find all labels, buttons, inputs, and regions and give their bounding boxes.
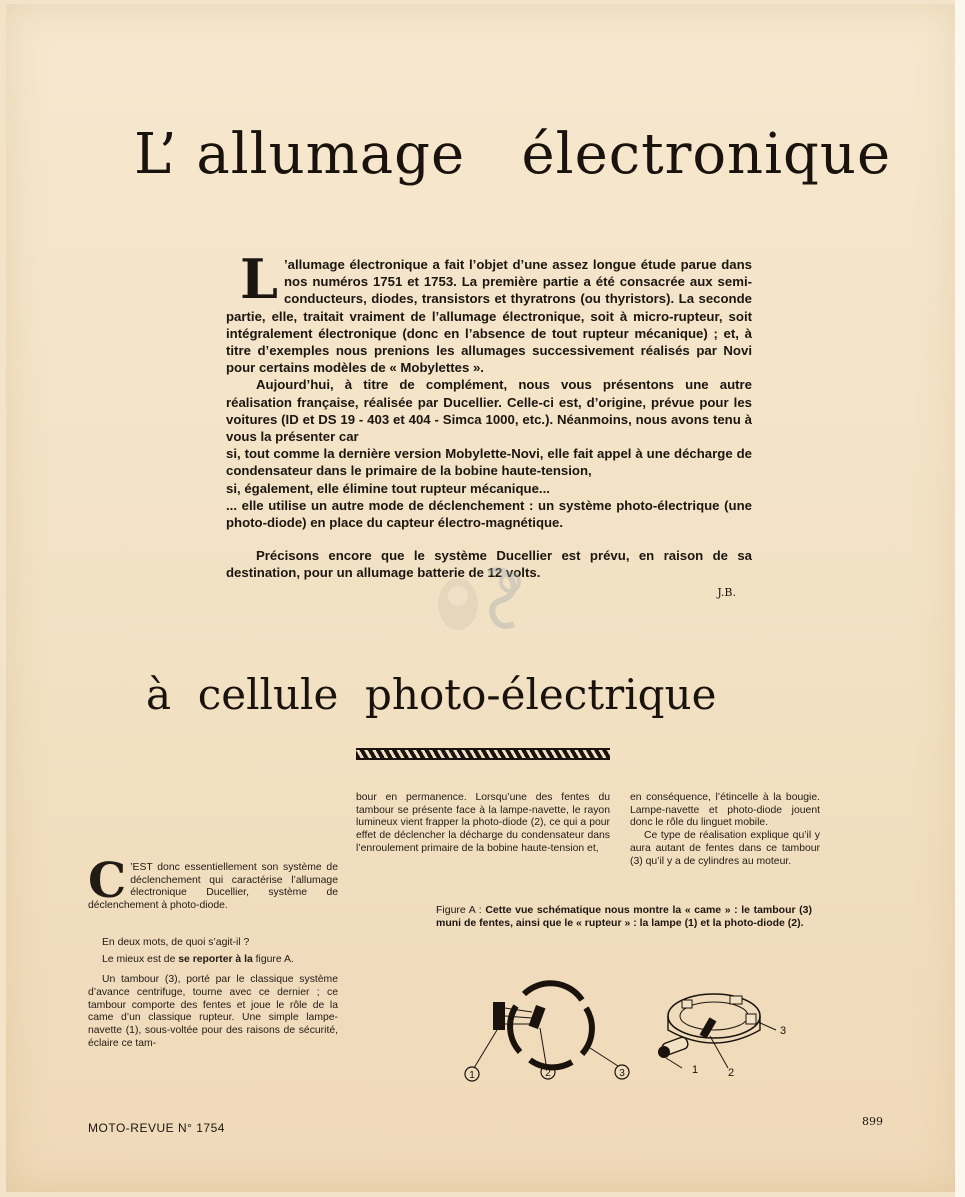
column-1-paragraph-3-end: figure A. (252, 953, 294, 965)
intro-paragraph-3: si, tout comme la dernière version Mobylette-Novi, elle fait appel à une décharge de condensateur dans le primaire de la bobine haute-tension, (226, 446, 752, 479)
article-title: L’ allumage électronique (134, 122, 892, 187)
column-3-paragraph-1: en conséquence, l’étincelle à la bougie. Lampe-navette et photo-diode jouent donc le rôle du linguet mobile. (630, 792, 820, 829)
column-1-question: En deux mots, de quoi s’agit-il ? (102, 936, 250, 948)
caption-body: Cette vue schématique nous montre la « came » : le tambour (3) muni de fentes, ainsi que le « rupteur » : la lampe (1) et la photo-diode (2). (436, 904, 813, 930)
text-column-3 (630, 792, 820, 868)
figure-a-label-3: 3 (619, 1068, 625, 1079)
figure-caption (436, 904, 812, 931)
column-1-paragraph-3-bold: se reporter à la (178, 953, 253, 965)
intro-paragraph-2: Aujourd’hui, à titre de complément, nous vous présentons une autre réalisation française, réalisée par Ducellier. Celle-ci est, d’origine, prévue pour les voitures (ID et DS 19 - 403 et 404 - Simca 1000, etc.). Néanmoins, nous avons tenu à vous la présenter car (226, 377, 752, 445)
decorative-rule (356, 748, 610, 760)
drum-segment-top (524, 983, 582, 1000)
magazine-issue: MOTO-REVUE N° 1754 (88, 1121, 225, 1135)
watermark-logo (428, 560, 538, 640)
column-3-paragraph-2: Ce type de réalisation explique qu’il y aura autant de fentes dans ce tambour (3) qu’il y a de cylindres au moteur. (630, 830, 820, 867)
drum-segment-right (582, 1008, 592, 1054)
figure-b-label-3: 3 (780, 1025, 787, 1037)
intro-paragraph-6: Précisons encore que le système Ducellier est prévu, en raison de sa destination, pour un allumage batterie de 12 volts. (226, 548, 752, 581)
perspective-diode (700, 1017, 717, 1038)
intro-block (226, 247, 752, 601)
intro-paragraph-1-text: ’allumage électronique a fait l’objet d’une assez longue étude parue dans nos numéros 1751 et 1753. La première partie a été consacrée aux semi-conducteurs, diodes, transistors et thyratrons (ou thyristors). La seconde partie, elle, traitait vraiment de l’allumage électronique, soit à micro-rupteur, soit intégralement électronique (donc en l’absence de tout rupteur mécanique) ; et, à titre d’exemples nous prenions les allumages successivement réalisés par Novi pour certains modèles de « Mobylettes ». (226, 257, 752, 376)
intro-paragraph-1 (226, 247, 752, 376)
column-1-paragraph-3 (88, 954, 338, 967)
author-signature: J.B. (717, 585, 736, 599)
figure-a-label-1: 1 (469, 1070, 475, 1081)
intro-paragraph-5: ... elle utilise un autre mode de déclenchement : un système photo-électrique (une photo-diode) en place du capteur électro-magnétique. (226, 497, 752, 531)
drop-cap-l: L (240, 247, 278, 311)
text-column-1 (88, 853, 338, 1050)
column-1-paragraph-1 (88, 853, 338, 913)
caption-lead: Figure A : (436, 904, 486, 916)
lamp-shape (493, 1002, 505, 1030)
page-number: 899 (862, 1115, 883, 1128)
figure-a-schematic (460, 972, 640, 1084)
drum-segment-left (510, 1006, 520, 1052)
column-1-paragraph-1-text: ’EST donc essentiellement son système de déclenchement qui caractérise l’allumage électronique Ducellier, système de déclenchement à photo-diode. (88, 862, 338, 912)
column-1-paragraph-4: Un tambour (3), porté par le classique système d’avance centrifuge, tourne avec ce dernier ; ce tambour comporte des fentes et joue le rôle de la came d’un classique rupteur. Une simple lampe-navette (1), sous-voltée pour des raisons de sécurité, éclaire ce tam- (88, 974, 338, 1049)
article-subtitle: à cellule photo-électrique (146, 670, 717, 719)
column-2-paragraph-1: bour en permanence. Lorsqu’une des fentes du tambour se présente face à la lampe-navette, le rayon lumineux vient frapper la photo-diode (2), ce qui a pour effet de déclencher la décharge du condensateur dans l’enroulement primaire de la bobine haute-tension et, (356, 792, 610, 854)
spacer (226, 531, 752, 547)
drop-cap-c: C (88, 853, 127, 909)
scan-edge (955, 0, 965, 1197)
figure-a-perspective (652, 978, 792, 1082)
column-1-paragraph-3-plain: Le mieux est de (102, 953, 179, 965)
intro-paragraph-4: si, également, elle élimine tout rupteur mécanique... (226, 480, 550, 496)
figure-a-label-2: 2 (545, 1068, 551, 1079)
photodiode-shape (529, 1005, 546, 1029)
text-column-2 (356, 792, 610, 856)
figure-b-label-1: 1 (692, 1064, 699, 1076)
figure-b-label-2: 2 (728, 1067, 735, 1079)
